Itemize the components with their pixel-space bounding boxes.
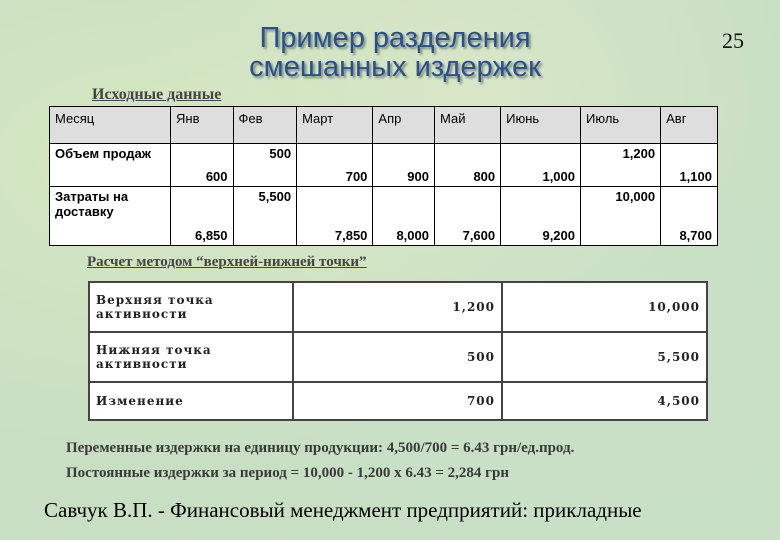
calc-value: 4,500	[502, 382, 707, 420]
table-cell	[501, 187, 581, 246]
table-cell	[661, 187, 718, 246]
cell-value: 1,200	[622, 146, 656, 161]
table-cell	[171, 187, 234, 246]
cell-value: 8,700	[679, 228, 712, 243]
column-header: Месяц	[50, 107, 171, 144]
cell-value: 8,000	[396, 228, 429, 243]
calc-row	[89, 282, 707, 332]
source-data-table	[49, 106, 718, 246]
high-low-table	[88, 281, 708, 421]
column-header: Фев	[233, 107, 297, 144]
table-cell	[581, 187, 661, 246]
column-header: Авг	[661, 107, 718, 144]
table-row	[50, 144, 718, 187]
cell-value: 600	[205, 169, 228, 184]
table-header-row	[50, 107, 718, 144]
title-line-1: Пример разделения	[259, 22, 531, 54]
cell-value: 500	[269, 146, 292, 161]
cell-value: 1,000	[542, 169, 576, 184]
cell-value: 5,500	[258, 189, 292, 204]
column-header: Июнь	[501, 107, 581, 144]
variable-cost-formula: Переменные издержки на единицу продукции: 4,500/700 = 6.43 грн/ед.прод.	[66, 440, 575, 456]
footer-citation: Савчук В.П. - Финансовый менеджмент предприятий: прикладные	[44, 498, 642, 522]
column-header: Июль	[581, 107, 661, 144]
page-number: 25	[722, 28, 744, 53]
cell-value: 9,200	[542, 228, 576, 243]
cell-value: 1,100	[679, 169, 712, 184]
table-cell	[373, 187, 435, 246]
table-cell	[373, 144, 435, 187]
calc-value: 5,500	[502, 332, 707, 382]
cell-value: 7,600	[462, 228, 496, 243]
table-cell	[501, 144, 581, 187]
column-header: Апр	[373, 107, 435, 144]
cell-value: 700	[345, 169, 368, 184]
table-cell	[435, 187, 501, 246]
table-cell	[233, 187, 297, 246]
column-header: Янв	[171, 107, 234, 144]
cell-value: 10,000	[615, 189, 656, 204]
table-cell	[171, 144, 234, 187]
calc-label: Нижняя точка активности	[89, 332, 293, 382]
table-cell	[297, 144, 373, 187]
table-cell	[435, 144, 501, 187]
title-line-2: смешанных издержек	[249, 51, 541, 83]
calc-value: 10,000	[502, 282, 707, 332]
table-row	[50, 187, 718, 246]
calc-label: Изменение	[89, 382, 293, 420]
calc-value: 1,200	[293, 282, 502, 332]
column-header: Март	[297, 107, 373, 144]
table-cell	[581, 144, 661, 187]
calc-label: Верхняя точка активности	[89, 282, 293, 332]
method-label: Расчет методом “верхней-нижней точки”	[87, 254, 367, 270]
calc-value: 700	[293, 382, 502, 420]
calc-value: 500	[293, 332, 502, 382]
fixed-cost-formula: Постоянные издержки за период = 10,000 - 1,200 х 6.43 = 2,284 грн	[66, 465, 509, 481]
calc-row	[89, 332, 707, 382]
slide-title	[150, 24, 640, 82]
cell-value: 7,850	[334, 228, 368, 243]
table-cell	[233, 144, 297, 187]
row-label: Затраты на доставку	[50, 187, 171, 246]
cell-value: 800	[473, 169, 496, 184]
table-cell	[661, 144, 718, 187]
table-cell	[297, 187, 373, 246]
cell-value: 6,850	[194, 228, 228, 243]
source-data-label: Исходные данные	[92, 86, 222, 103]
calc-row	[89, 382, 707, 420]
cell-value: 900	[407, 169, 429, 184]
row-label: Объем продаж	[50, 144, 171, 187]
column-header: Май	[435, 107, 501, 144]
